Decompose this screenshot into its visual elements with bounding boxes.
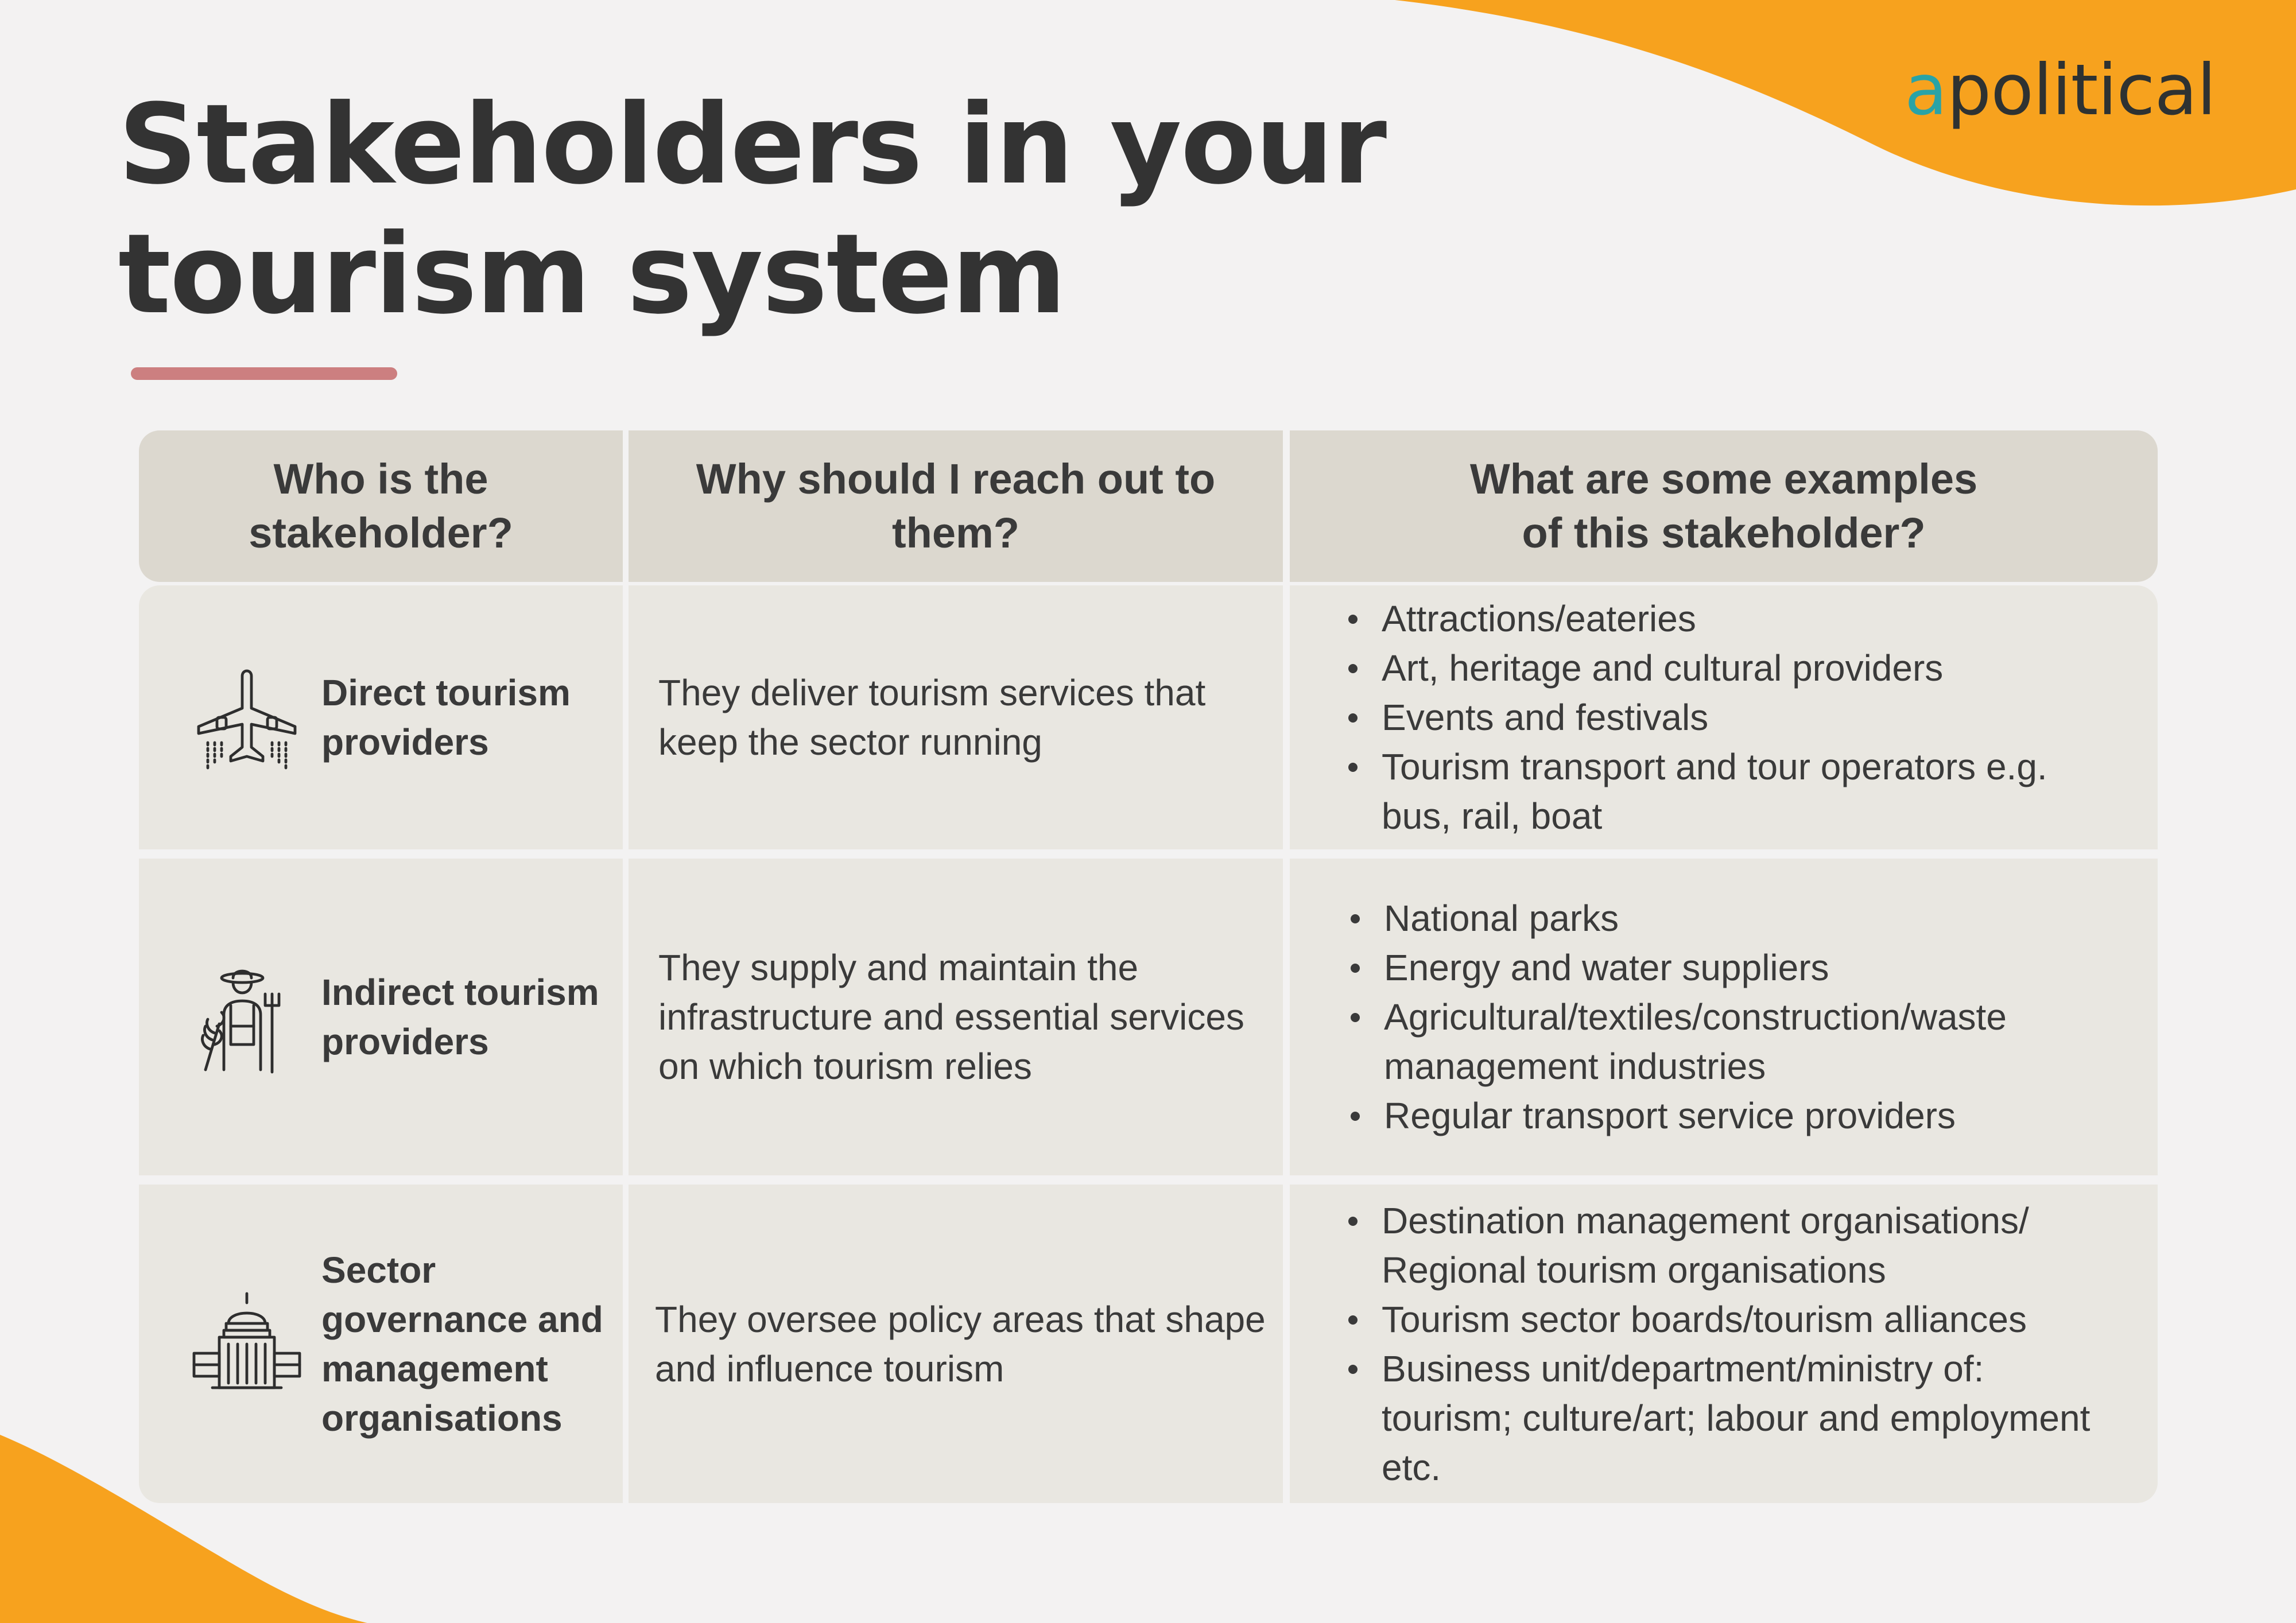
table-row-1-why	[629, 585, 1283, 849]
examples-list	[1290, 594, 2047, 841]
list-item-continuation: Regional tourism organisations	[1382, 1249, 1886, 1291]
list-item-continuation: etc.	[1382, 1446, 1441, 1488]
airplane-icon	[189, 660, 304, 775]
why-line2: and influence tourism	[655, 1348, 1004, 1389]
list-item: Regular transport service providers	[1384, 1091, 2007, 1140]
list-item-continuation: bus, rail, boat	[1382, 795, 1603, 837]
logo-wordmark: political	[1946, 49, 2216, 131]
list-item: Business unit/department/ministry of:	[1382, 1344, 2090, 1393]
table-row-3-examples	[1290, 1185, 2158, 1503]
stakeholder-name-line1: Indirect tourism	[321, 972, 599, 1013]
list-item: Tourism sector boards/tourism alliances	[1382, 1295, 2090, 1344]
stakeholder-name-line2: providers	[321, 1021, 489, 1062]
examples-list	[1290, 1196, 2090, 1492]
header-stakeholder	[139, 430, 623, 582]
stakeholder-name-line2: governance and	[321, 1298, 603, 1340]
list-item: Destination management organisations/	[1382, 1196, 2090, 1245]
stakeholder-name	[321, 968, 599, 1066]
stakeholder-name-line4: organisations	[321, 1397, 563, 1439]
list-item: Energy and water suppliers	[1384, 943, 2007, 992]
list-item: National parks	[1384, 894, 2007, 943]
title-underline	[131, 367, 397, 380]
list-item: Attractions/eateries	[1382, 594, 2047, 643]
government-building-icon	[189, 1287, 304, 1401]
header-examples-line1: What are some examples	[1469, 455, 1978, 503]
header-why	[629, 430, 1283, 582]
why-line2: keep the sector running	[658, 721, 1042, 763]
list-item: Art, heritage and cultural providers	[1382, 643, 2047, 693]
header-examples	[1290, 430, 2158, 582]
list-item-continuation: management industries	[1384, 1046, 1766, 1087]
table-row-1-stakeholder	[139, 585, 623, 849]
table-row-2-why	[629, 859, 1283, 1175]
stakeholder-name-line2: providers	[321, 721, 489, 763]
why-line1: They supply and maintain the	[658, 947, 1139, 988]
why-line3: on which tourism relies	[658, 1046, 1032, 1087]
header-stakeholder-line2: stakeholder?	[249, 509, 513, 557]
why-line1: They oversee policy areas that shape	[655, 1298, 1266, 1340]
list-item-continuation: tourism; culture/art; labour and employment	[1382, 1397, 2091, 1439]
examples-list	[1290, 894, 2007, 1140]
apolitical-logo	[1905, 49, 2216, 131]
list-item: Tourism transport and tour operators e.g.	[1382, 742, 2047, 791]
stakeholder-name	[321, 668, 571, 767]
stakeholder-name-line1: Sector	[321, 1249, 436, 1291]
stakeholder-name-line3: management	[321, 1348, 548, 1389]
stakeholder-name-line1: Direct tourism	[321, 672, 571, 713]
page-title	[118, 80, 1496, 340]
why-line1: They deliver tourism services that	[658, 672, 1206, 713]
table-row-2-stakeholder	[139, 859, 623, 1175]
farmer-icon	[189, 960, 304, 1074]
header-why-line1: Why should I reach out to	[696, 455, 1216, 503]
why-line2: infrastructure and essential services	[658, 996, 1244, 1038]
table-row-3-why	[629, 1185, 1283, 1503]
logo-accent-letter: a	[1905, 49, 1947, 131]
stakeholder-name	[321, 1245, 603, 1443]
header-why-line2: them?	[891, 509, 1019, 557]
table-row-1-examples	[1290, 585, 2158, 849]
list-item: Agricultural/textiles/construction/waste	[1384, 992, 2007, 1042]
title-line-1: Stakeholders in your	[118, 81, 1386, 209]
table-row-2-examples	[1290, 859, 2158, 1175]
title-line-2: tourism system	[118, 211, 1065, 339]
table-row-3-stakeholder	[139, 1185, 623, 1503]
header-examples-line2: of this stakeholder?	[1522, 509, 1926, 557]
list-item: Events and festivals	[1382, 693, 2047, 742]
header-stakeholder-line1: Who is the	[273, 455, 488, 503]
